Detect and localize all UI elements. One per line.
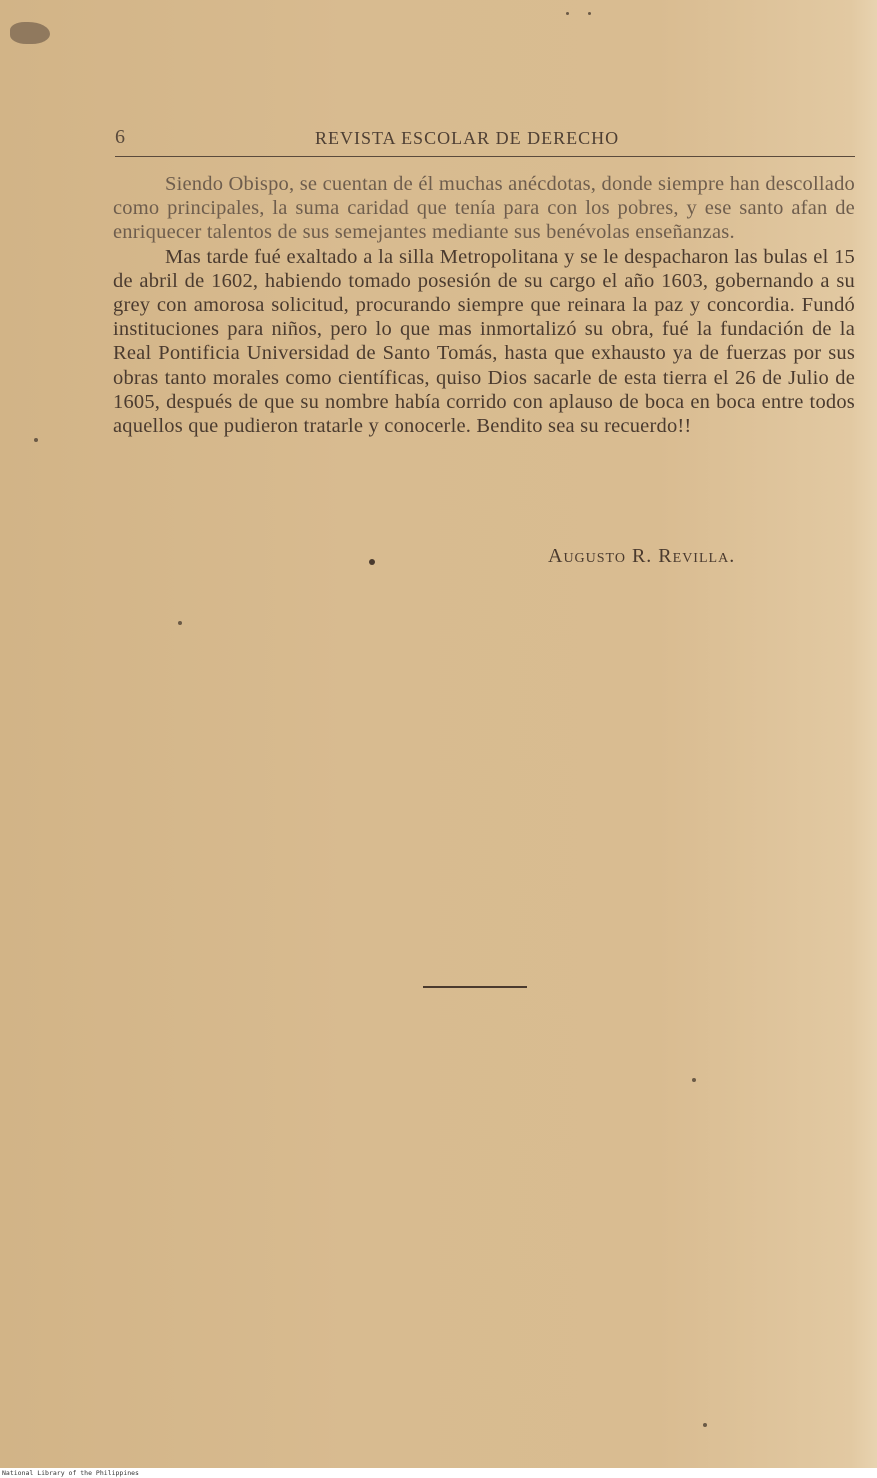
bullet-mark	[369, 559, 375, 565]
page-header	[115, 124, 855, 157]
footer-strip	[0, 1468, 877, 1478]
page-number: 6	[115, 126, 125, 148]
ink-speck	[692, 1078, 696, 1082]
paragraph: Siendo Obispo, se cuentan de él muchas anécdotas, donde siempre han descollado como principales, la suma caridad que tenía para con los pobres, y ese santo afan de enriquecer talentos de sus semejantes mediante sus benévolas enseñanzas.	[113, 173, 855, 244]
end-rule	[423, 986, 527, 988]
ink-speck	[703, 1423, 707, 1427]
ink-blot-mark	[10, 22, 50, 44]
ink-speck	[178, 621, 182, 625]
ink-speck	[34, 438, 38, 442]
running-head: REVISTA ESCOLAR DE DERECHO	[315, 128, 620, 148]
ink-speck	[588, 12, 591, 15]
ink-speck	[566, 12, 569, 15]
author-signature: Augusto R. Revilla.	[548, 545, 736, 567]
article-body	[113, 172, 855, 438]
paragraph: Mas tarde fué exaltado a la silla Metropolitana y se le despacharon las bulas el 15 de abril de 1602, habiendo tomado posesión de su cargo el año 1603, gobernando a su grey con amorosa solicitud, procurando siempre que reinara la paz y concordia. Fundó instituciones para niños, pero lo que mas inmortalizó su obra, fué la fundación de la Real Pontificia Universidad de Santo Tomás, hasta que exhausto ya de fuerzas por sus obras tanto morales como científicas, quiso Dios sacarle de esta tierra el 26 de Julio de 1605, después de que su nombre había corrido con aplauso de boca en boca entre todos aquellos que pudieron tratarle y conocerle. Bendito sea su recuerdo!!	[113, 245, 855, 438]
library-credit: National Library of the Philippines	[2, 1469, 139, 1477]
